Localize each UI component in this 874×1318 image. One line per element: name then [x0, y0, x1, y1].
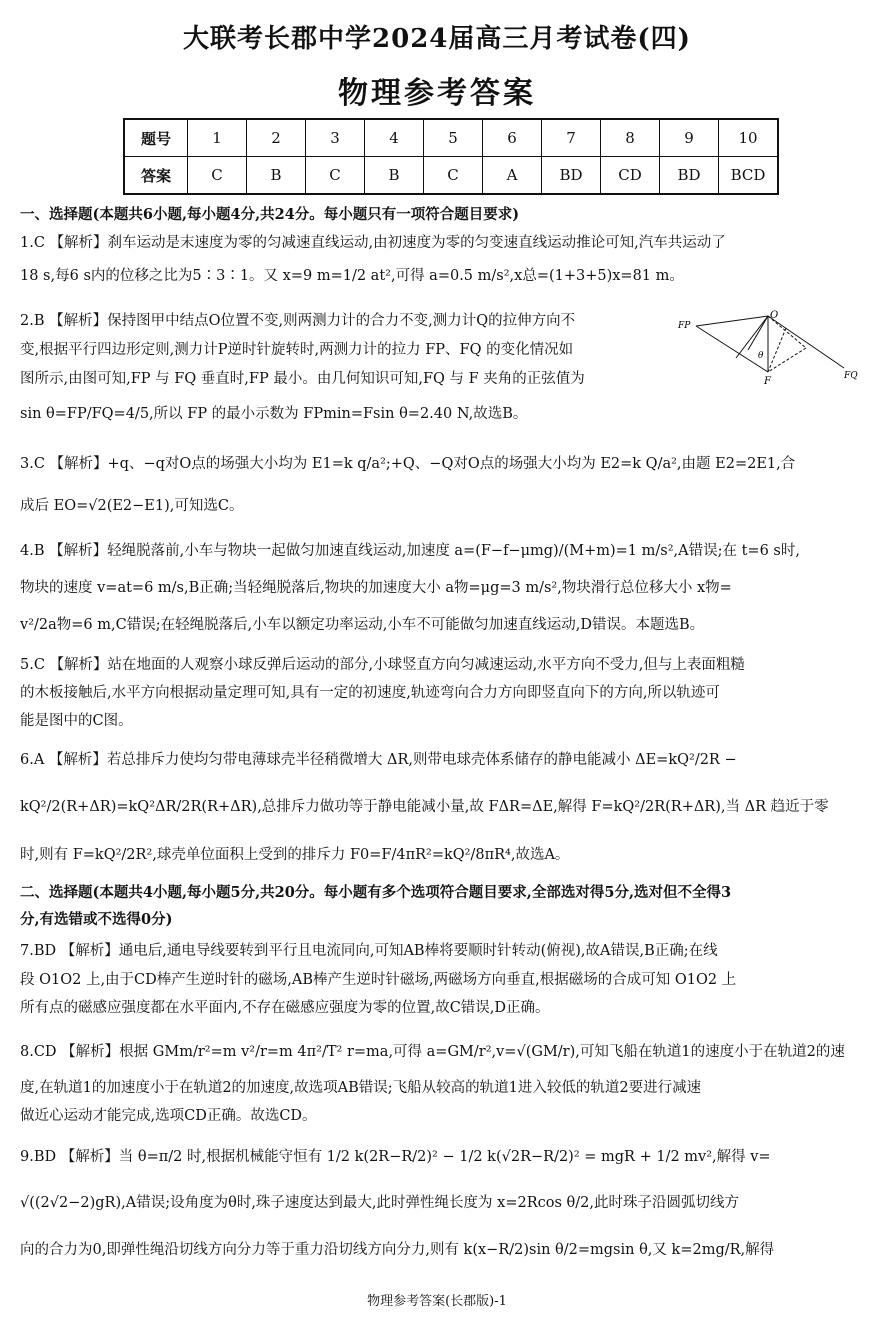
- section-heading: 一、选择题(本题共6小题,每小题4分,共24分。每小题只有一项符合题目要求): [20, 206, 520, 223]
- answer-table: [123, 118, 779, 195]
- row-label: 题号: [124, 119, 188, 157]
- diagram-label: θ: [758, 351, 764, 361]
- diagram-line: [768, 348, 806, 372]
- question-number: 1: [188, 119, 247, 157]
- answer-cell: BD: [660, 157, 719, 195]
- section-heading: 二、选择题(本题共4小题,每小题5分,共20分。每小题有多个选项符合题目要求,全部选对得5分,选对但不全得3: [20, 884, 732, 901]
- diagram-line: [696, 316, 768, 326]
- solution-line: 度,在轨道1的加速度小于在轨道2的加速度,故选项AB错误;飞船从较高的轨道1进入较低的轨道2要进行减速: [20, 1080, 702, 1096]
- answer-cell: B: [247, 157, 306, 195]
- solution-line: 段 O1O2 上,由于CD棒产生逆时针的磁场,AB棒产生逆时针磁场,两磁场方向垂直,根据磁场的合成可知 O1O2 上: [20, 972, 737, 988]
- solution-line: 成后 EO=√2(E2−E1),可知选C。: [20, 498, 244, 514]
- diagram-line: [696, 326, 768, 372]
- answer-cell: BCD: [719, 157, 779, 195]
- solution-line: kQ²/2(R+ΔR)=kQ²ΔR/2R(R+ΔR),总排斥力做功等于静电能减小量,故 FΔR=ΔE,解得 F=kQ²/2R(R+ΔR),当 ΔR 趋近于零: [20, 799, 829, 815]
- solution-line: 变,根据平行四边形定则,测力计P逆时针旋转时,两测力计的拉力 FP、FQ 的变化情况如: [20, 342, 574, 358]
- answer-cell: BD: [542, 157, 601, 195]
- section-heading: 分,有选错或不选得0分): [20, 911, 173, 928]
- exam-title: 大联考长郡中学2024届高三月考试卷(四): [183, 24, 691, 54]
- diagram-line: [768, 316, 844, 368]
- answer-cell: B: [365, 157, 424, 195]
- answer-row: [124, 157, 778, 195]
- diagram-label: FP: [678, 321, 691, 331]
- answer-cell: C: [188, 157, 247, 195]
- question-number: 9: [660, 119, 719, 157]
- answer-cell: C: [424, 157, 483, 195]
- document-subtitle: 物理参考答案: [338, 76, 536, 111]
- page-footer: 物理参考答案(长郡版)-1: [367, 1294, 507, 1309]
- solution-line: 图所示,由图可知,FP 与 FQ 垂直时,FP 最小。由几何知识可知,FQ 与 F 夹角的正弦值为: [20, 371, 585, 387]
- question-number: 10: [719, 119, 779, 157]
- question-number: 5: [424, 119, 483, 157]
- diagram-label: O: [770, 310, 779, 321]
- diagram-label: FQ: [844, 371, 858, 381]
- diagram-label: F: [764, 376, 771, 387]
- solution-line: 物块的速度 v=at=6 m/s,B正确;当轻绳脱落后,物块的加速度大小 a物=μg=3 m/s²,物块滑行总位移大小 x物=: [20, 580, 732, 596]
- diagram-line: [768, 328, 786, 372]
- solution-line: sin θ=FP/FQ=4/5,所以 FP 的最小示数为 FPmin=Fsin θ=2.40 N,故选B。: [20, 406, 528, 422]
- solution-line: √((2√2−2)gR),A错误;设角度为θ时,珠子速度达到最大,此时弹性绳长度为 x=2Rcos θ/2,此时珠子沿圆弧切线方: [20, 1195, 739, 1211]
- solution-line: 能是图中的C图。: [20, 713, 133, 729]
- solution-line: 向的合力为0,即弹性绳沿切线方向分力等于重力沿切线方向分力,则有 k(x−R/2)sin θ/2=mgsin θ,又 k=2mg/R,解得: [20, 1242, 775, 1258]
- solution-line: 4.B 【解析】轻绳脱落前,小车与物块一起做匀加速直线运动,加速度 a=(F−f−μmg)/(M+m)=1 m/s²,A错误;在 t=6 s时,: [20, 543, 800, 559]
- diagram-line: [748, 316, 768, 350]
- solution-line: 所有点的磁感应强度都在水平面内,不存在磁感应强度为零的位置,故C错误,D正确。: [20, 1000, 550, 1016]
- solution-line: 1.C 【解析】刹车运动是末速度为零的匀减速直线运动,由初速度为零的匀变速直线运动推论可知,汽车共运动了: [20, 235, 726, 251]
- solution-line: 18 s,每6 s内的位移之比为5∶3∶1。又 x=9 m=1/2 at²,可得 a=0.5 m/s²,x总=(1+3+5)x=81 m。: [20, 268, 684, 284]
- question-number-row: [124, 119, 778, 157]
- answer-cell: A: [483, 157, 542, 195]
- solution-line: 7.BD 【解析】通电后,通电导线要转到平行且电流同向,可知AB棒将要顺时针转动(俯视),故A错误,B正确;在线: [20, 943, 718, 959]
- question-number: 2: [247, 119, 306, 157]
- solution-line: v²/2a物=6 m,C错误;在轻绳脱落后,小车以额定功率运动,小车不可能做匀加速直线运动,D错误。本题选B。: [20, 617, 705, 633]
- question-number: 6: [483, 119, 542, 157]
- solution-line: 9.BD 【解析】当 θ=π/2 时,根据机械能守恒有 1/2 k(2R−R/2)² − 1/2 k(√2R−R/2)² = mgR + 1/2 mv²,解得 v=: [20, 1149, 771, 1165]
- solution-line: 5.C 【解析】站在地面的人观察小球反弹后运动的部分,小球竖直方向匀减速运动,水平方向不受力,但与上表面粗糙: [20, 657, 745, 673]
- solution-line: 3.C 【解析】+q、−q对O点的场强大小均为 E1=k q/a²;+Q、−Q对O点的场强大小均为 E2=k Q/a²,由题 E2=2E1,合: [20, 456, 796, 472]
- answer-cell: CD: [601, 157, 660, 195]
- solution-line: 6.A 【解析】若总排斥力使均匀带电薄球壳半径稍微增大 ΔR,则带电球壳体系储存的静电能减小 ΔE=kQ²/2R −: [20, 752, 737, 768]
- question-number: 8: [601, 119, 660, 157]
- solution-line: 8.CD 【解析】根据 GMm/r²=m v²/r=m 4π²/T² r=ma,可得 a=GM/r²,v=√(GM/r),可知飞船在轨道1的速度小于在轨道2的速: [20, 1044, 845, 1060]
- row-label: 答案: [124, 157, 188, 195]
- question-number: 4: [365, 119, 424, 157]
- solution-line: 时,则有 F=kQ²/2R²,球壳单位面积上受到的排斥力 F0=F/4πR²=kQ²/8πR⁴,故选A。: [20, 847, 570, 863]
- force-diagram: [676, 308, 860, 392]
- question-number: 7: [542, 119, 601, 157]
- question-number: 3: [306, 119, 365, 157]
- solution-line: 2.B 【解析】保持图甲中结点O位置不变,则两测力计的合力不变,测力计Q的拉伸方向不: [20, 313, 576, 329]
- answer-cell: C: [306, 157, 365, 195]
- solution-line: 的木板接触后,水平方向根据动量定理可知,具有一定的初速度,轨迹弯向合力方向即竖直向下的方向,所以轨迹可: [20, 685, 720, 701]
- solution-line: 做近心运动才能完成,选项CD正确。故选CD。: [20, 1108, 317, 1124]
